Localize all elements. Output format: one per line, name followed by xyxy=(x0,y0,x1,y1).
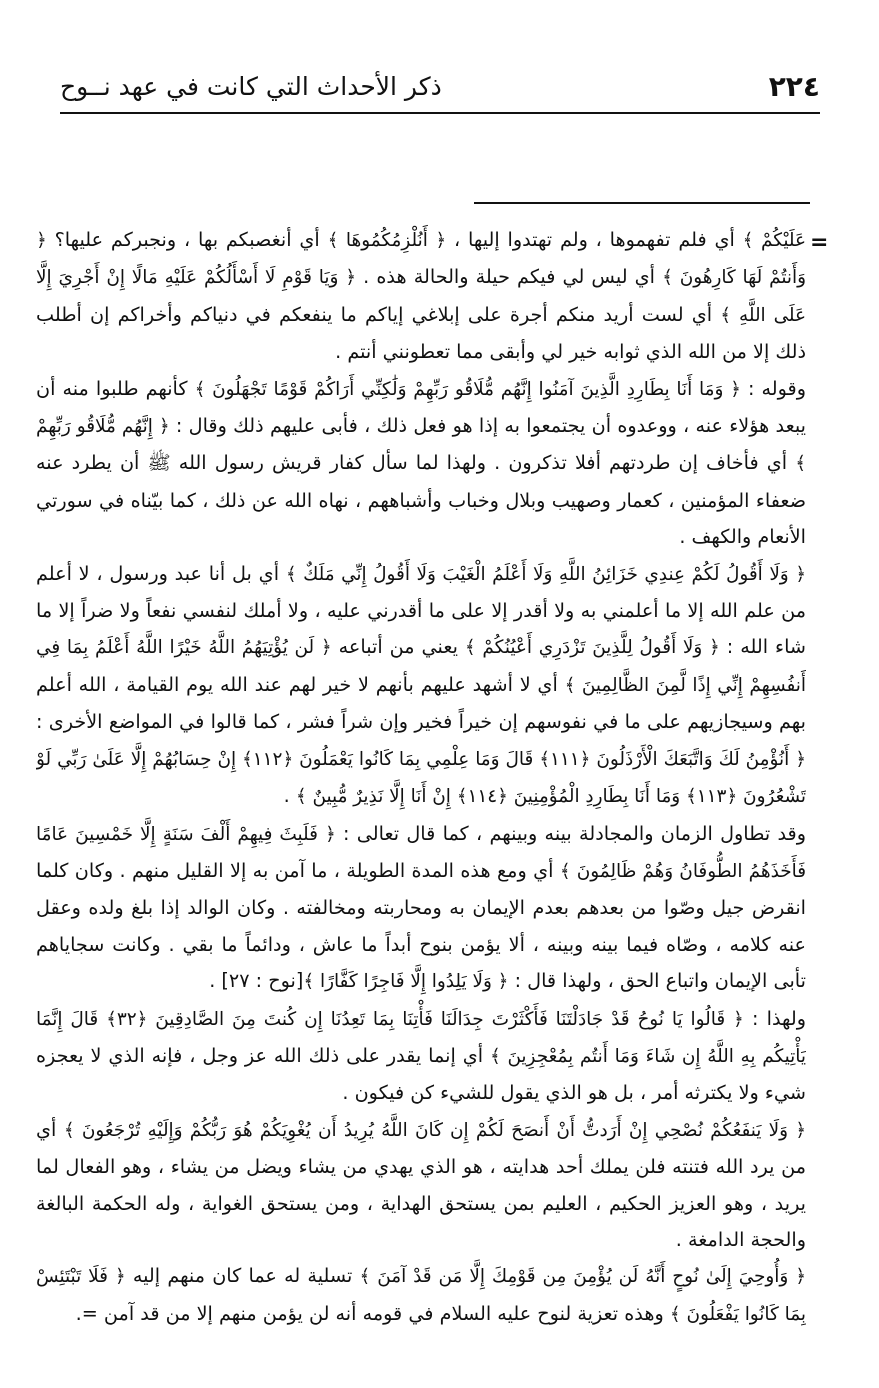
quran-verse: عَلَيْكُمْ ﴾ xyxy=(742,230,806,251)
paragraph xyxy=(36,556,806,816)
page-header xyxy=(60,68,820,114)
paragraph xyxy=(36,1112,806,1259)
commentary-text: ولهذا : xyxy=(743,1006,806,1030)
commentary-text: أي فأخاف إن طردتهم أفلا تذكرون . ولهذا لما سأل كفار قريش رسول الله ﷺ أن يطرد عنه ضعفاء المؤمنين ، كعمار وصهيب وبلال وخباب وأشباههم ، نهاه الله عن ذلك ، كما بيّناه في سورتي الأنعام والكهف . xyxy=(36,451,806,549)
commentary-text: أي فلم تفهموها ، ولم تهتدوا إليها ، xyxy=(446,228,743,251)
commentary-text: أي ومع هذه المدة الطويلة ، ما آمن به إلا القليل منهم . وكان كلما انقرض جيل وصّوا من بعدهم بعدم الإيمان به ومحاربته ومخالفته . وكان الوالد إذا بلغ ولده وعقل عنه كلامه ، وصّاه فيما بينه وبينه ، ألا يؤمن بنوح أبداً ما عاش ، ودائماً ما بقي . وكانت سجاياهم تأبى الإيمان واتباع الحق ، ولهذا قال : xyxy=(36,858,806,993)
quran-verse: ﴿ أَنُؤْمِنُ لَكَ وَاتَّبَعَكَ الْأَرْذَلُونَ ﴿١١١﴾ قَالَ وَمَا عِلْمِي بِمَا كَانُوا يَعْمَلُونَ ﴿١١٢﴾ إِنْ حِسَابُهُمْ إِلَّا عَلَىٰ رَبِّي لَوْ تَشْعُرُونَ ﴿١١٣﴾ وَمَا أَنَا بِطَارِدِ الْمُؤْمِنِينَ ﴿١١٤﴾ إِنْ أَنَا إِلَّا نَذِيرٌ مُّبِينٌ ﴾ xyxy=(36,748,806,808)
quran-verse: ﴿ وَأَنتُمْ لَهَا كَارِهُونَ ﴾ xyxy=(36,230,806,289)
paragraph xyxy=(36,371,806,556)
commentary-text: تسلية له عما كان منهم إليه xyxy=(125,1264,360,1288)
quran-verse: ﴿ وَمَا أَنَا بِطَارِدِ الَّذِينَ آمَنُوا إِنَّهُم مُّلَاقُو رَبِّهِمْ وَلَٰكِنِّي أَرَاكُمْ قَوْمًا تَجْهَلُونَ ﴾ xyxy=(194,378,741,400)
commentary-text: أي ليس لي فيكم حيلة والحالة هذه . xyxy=(356,265,663,289)
quran-verse: ﴿ فَلَبِثَ فِيهِمْ أَلْفَ سَنَةٍ إِلَّا خَمْسِينَ عَامًا فَأَخَذَهُمُ الطُّوفَانُ وَهُمْ ظَالِمُونَ ﴾ xyxy=(36,823,806,882)
commentary-text: وهذه تعزية لنوح عليه السلام في قومه أنه لن يؤمن منهم إلا من قد آمن =. xyxy=(75,1301,670,1325)
quran-verse: ﴿ لَن يُؤْتِيَهُمُ اللَّهُ خَيْرًا اللَّهُ أَعْلَمُ بِمَا فِي أَنفُسِهِمْ إِنِّي إِذًا لَّمِنَ الظَّالِمِينَ ﴾ xyxy=(36,637,806,696)
commentary-text: كأنهم طلبوا منه أن يبعد هؤلاء عنه ، ووعدوه أن يجتمعوا به إذا هو فعل ذلك ، فأبى عليهم ذلك وقال : xyxy=(36,376,806,438)
commentary-text: أي بل أنا عبد ورسول ، لا أعلم من علم الله إلا ما أعلمني به ولا أقدر إلا على ما أقدرني عليه ، ولا أملك لنفسي نفعاً ولا ضراً إلا ما شاء الله : xyxy=(36,561,806,659)
paragraph xyxy=(36,1001,806,1112)
commentary-text: . xyxy=(283,784,296,808)
commentary-text: أي لا أشهد عليهم بأنهم لا خير لهم عند الله يوم القيامة ، الله أعلم بهم وسيجازيهم على ما في نفوسهم إن خيراً فخير وإن شراً فشر ، كما قالوا في المواضع الأخرى : xyxy=(36,672,806,734)
paragraph xyxy=(36,1258,806,1332)
commentary-text: أي من يرد الله فتنته فلن يملك أحد هدايته ، هو الذي يهدي من يشاء ويضل من يشاء ، وهو الفعال لما يريد ، وهو العزيز الحكيم ، العليم بمن يستحق الهداية ، ومن يستحق الغواية ، وله الحكمة البالغة والحجة الدامغة . xyxy=(36,1117,806,1251)
commentary-text: وقد تطاول الزمان والمجادلة بينه وبينهم ، كما قال تعالى : xyxy=(335,821,806,845)
commentary-text: أي لست أريد منكم أجرة على إبلاغي إياكم ما ينفعكم في دنياكم وأخراكم إن أطلب ذلك إلا من الله الذي ثوابه خير لي وأبقى مما تعطونني أنتم . xyxy=(36,302,806,364)
commentary-text: أي إنما يقدر على ذلك الله عز وجل ، فإنه الذي لا يعجزه شيء ولا يكترثه أمر ، بل هو الذي يقول للشيء كن فيكون . xyxy=(36,1043,806,1105)
paragraph xyxy=(36,816,806,1001)
quran-verse: ﴿ وَلَا أَقُولُ لِلَّذِينَ تَزْدَرِي أَعْيُنُكُمْ ﴾ xyxy=(464,637,720,659)
quran-verse: ﴿ وَلَا أَقُولُ لَكُمْ عِندِي خَزَائِنُ اللَّهِ وَلَا أَعْلَمُ الْغَيْبَ وَلَا أَقُولُ إِنِّي مَلَكٌ ﴾ xyxy=(285,563,806,585)
section-rule xyxy=(474,202,810,204)
continuation-marker: = xyxy=(810,230,829,255)
body-text xyxy=(36,222,806,1332)
commentary-text: أي أنغصبكم بها ، ونجبركم عليها؟ xyxy=(46,228,328,251)
commentary-text: [نوح : ٢٧] . xyxy=(209,969,304,993)
quran-verse: ﴿ إِنَّهُم مُّلَاقُو رَبِّهِمْ ﴾ xyxy=(36,416,806,475)
commentary-text: يعني من أتباعه xyxy=(331,635,465,659)
quran-verse: ﴿ وَلَا يَنفَعُكُمْ نُصْحِي إِنْ أَرَدتُّ أَنْ أَنصَحَ لَكُمْ إِن كَانَ اللَّهُ يُرِيدُ أَن يُغْوِيَكُمْ هُوَ رَبُّكُمْ وَإِلَيْهِ تُرْجَعُونَ ﴾ xyxy=(63,1119,806,1141)
quran-verse: ﴿ وَلَا يَلِدُوا إِلَّا فَاجِرًا كَفَّارًا ﴾ xyxy=(303,971,509,993)
running-title: ذكر الأحداث التي كانت في عهد نــوح xyxy=(60,72,442,101)
quran-verse: ﴿ وَأُوحِيَ إِلَىٰ نُوحٍ أَنَّهُ لَن يُؤْمِنَ مِن قَوْمِكَ إِلَّا مَن قَدْ آمَنَ ﴾ xyxy=(359,1266,806,1288)
commentary-text: وقوله : xyxy=(740,376,806,400)
page-number: ٢٢٤ xyxy=(768,70,820,103)
quran-verse: ﴿ قَالُوا يَا نُوحُ قَدْ جَادَلْتَنَا فَأَكْثَرْتَ جِدَالَنَا فَأْتِنَا بِمَا تَعِدُنَا إِن كُنتَ مِنَ الصَّادِقِينَ ﴿٣٢﴾ قَالَ إِنَّمَا يَأْتِيكُم بِهِ اللَّهُ إِن شَاءَ وَمَا أَنتُم بِمُعْجِزِينَ ﴾ xyxy=(36,1008,806,1067)
quran-verse: ﴿ أَنُلْزِمُكُمُوهَا ﴾ xyxy=(327,230,447,251)
paragraph xyxy=(36,222,806,371)
quran-verse: ﴿ وَيَا قَوْمِ لَا أَسْأَلُكُمْ عَلَيْهِ مَالًا إِنْ أَجْرِيَ إِلَّا عَلَى اللَّهِ ﴾ xyxy=(36,267,806,326)
quran-verse: ﴿ فَلَا تَبْتَئِسْ بِمَا كَانُوا يَفْعَلُونَ ﴾ xyxy=(36,1266,806,1325)
